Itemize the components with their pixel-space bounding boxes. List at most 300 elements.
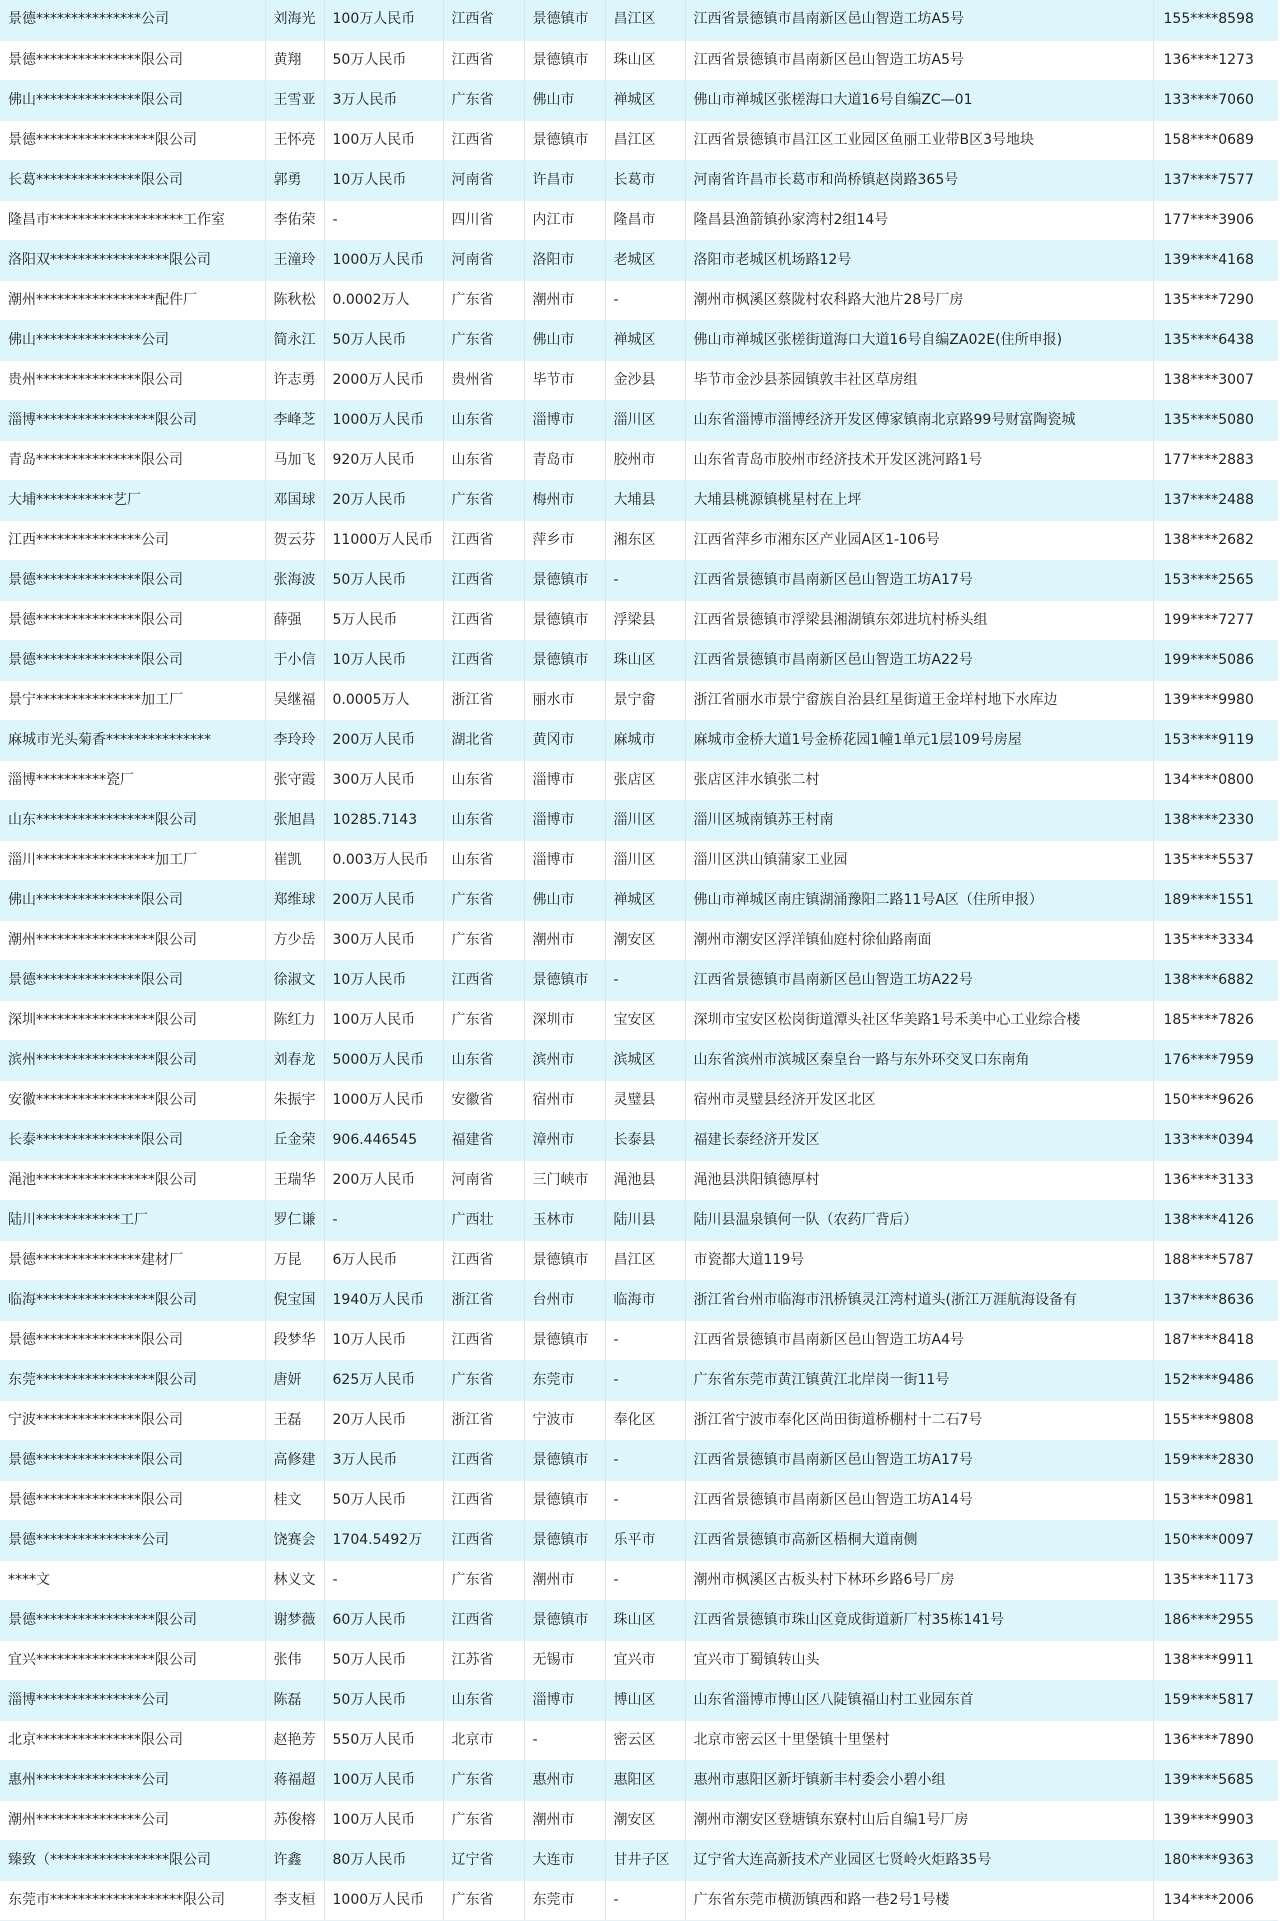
address-cell: 宿州市灵璧县经济开发区北区 (685, 1080, 1153, 1120)
table-row (0, 160, 1278, 200)
district-cell: 昌江区 (605, 0, 685, 40)
contact-person-cell: 许鑫 (265, 1840, 324, 1880)
company-name-cell: 长葛***************限公司 (0, 160, 265, 200)
registered-capital-cell: 50万人民币 (324, 1480, 443, 1520)
province-cell: 江西省 (443, 40, 524, 80)
address-cell: 江西省景德镇市昌南新区邑山智造工坊A14号 (685, 1480, 1153, 1520)
company-name-cell: 潮州***************公司 (0, 1800, 265, 1840)
address-cell: 麻城市金桥大道1号金桥花园1幢1单元1层109号房屋 (685, 720, 1153, 760)
province-cell: 广东省 (443, 1560, 524, 1600)
company-name-cell: 臻致（*****************限公司 (0, 1840, 265, 1880)
contact-person-cell: 苏俊榕 (265, 1800, 324, 1840)
city-cell: 青岛市 (524, 440, 605, 480)
registered-capital-cell: 10万人民币 (324, 1320, 443, 1360)
province-cell: 广东省 (443, 480, 524, 520)
table-row (0, 1640, 1278, 1680)
city-cell: 宁波市 (524, 1400, 605, 1440)
phone-cell: 137****8636 (1153, 1280, 1278, 1320)
company-name-cell: 佛山***************限公司 (0, 880, 265, 920)
company-name-cell: 景德***************限公司 (0, 640, 265, 680)
city-cell: 淄博市 (524, 1680, 605, 1720)
city-cell: 洛阳市 (524, 240, 605, 280)
city-cell: 东莞市 (524, 1880, 605, 1920)
registered-capital-cell: 1000万人民币 (324, 400, 443, 440)
company-name-cell: 景德*****************限公司 (0, 120, 265, 160)
company-name-cell: 滨州*****************限公司 (0, 1040, 265, 1080)
company-name-cell: 景德***************限公司 (0, 1480, 265, 1520)
province-cell: 福建省 (443, 1120, 524, 1160)
phone-cell: 138****3007 (1153, 360, 1278, 400)
registered-capital-cell: 0.0005万人 (324, 680, 443, 720)
district-cell: 淄川区 (605, 840, 685, 880)
district-cell: 浮梁县 (605, 600, 685, 640)
contact-person-cell: 张伟 (265, 1640, 324, 1680)
province-cell: 北京市 (443, 1720, 524, 1760)
city-cell: 景德镇市 (524, 960, 605, 1000)
province-cell: 四川省 (443, 200, 524, 240)
company-name-cell: 淄博***************公司 (0, 1680, 265, 1720)
table-row (0, 240, 1278, 280)
phone-cell: 177****2883 (1153, 440, 1278, 480)
city-cell: 许昌市 (524, 160, 605, 200)
address-cell: 毕节市金沙县茶园镇敦丰社区草房组 (685, 360, 1153, 400)
address-cell: 江西省景德镇市昌南新区邑山智造工坊A5号 (685, 0, 1153, 40)
phone-cell: 139****5685 (1153, 1760, 1278, 1800)
city-cell: 淄博市 (524, 800, 605, 840)
phone-cell: 138****4126 (1153, 1200, 1278, 1240)
address-cell: 河南省许昌市长葛市和尚桥镇赵岗路365号 (685, 160, 1153, 200)
province-cell: 河南省 (443, 1160, 524, 1200)
address-cell: 浙江省丽水市景宁畲族自治县红星街道王金垟村地下水库边 (685, 680, 1153, 720)
company-name-cell: 洛阳双*****************限公司 (0, 240, 265, 280)
contact-person-cell: 段梦华 (265, 1320, 324, 1360)
registered-capital-cell: 1940万人民币 (324, 1280, 443, 1320)
phone-cell: 135****5080 (1153, 400, 1278, 440)
registered-capital-cell: 1000万人民币 (324, 240, 443, 280)
phone-cell: 150****0097 (1153, 1520, 1278, 1560)
phone-cell: 134****2006 (1153, 1880, 1278, 1920)
contact-person-cell: 徐淑文 (265, 960, 324, 1000)
company-name-cell: 潮州*****************限公司 (0, 920, 265, 960)
company-name-cell: 景德***************公司 (0, 1520, 265, 1560)
contact-person-cell: 林义文 (265, 1560, 324, 1600)
company-name-cell: 长泰***************限公司 (0, 1120, 265, 1160)
city-cell: 漳州市 (524, 1120, 605, 1160)
phone-cell: 136****3133 (1153, 1160, 1278, 1200)
district-cell: 禅城区 (605, 80, 685, 120)
registered-capital-cell: 2000万人民币 (324, 360, 443, 400)
table-row (0, 40, 1278, 80)
address-cell: 辽宁省大连高新技术产业园区七贤岭火炬路35号 (685, 1840, 1153, 1880)
city-cell: 景德镇市 (524, 640, 605, 680)
registered-capital-cell: 3万人民币 (324, 80, 443, 120)
address-cell: 大埔县桃源镇桃星村在上坪 (685, 480, 1153, 520)
table-row (0, 120, 1278, 160)
province-cell: 广东省 (443, 320, 524, 360)
contact-person-cell: 王雪亚 (265, 80, 324, 120)
company-name-cell: 宁波***************限公司 (0, 1400, 265, 1440)
province-cell: 江西省 (443, 1320, 524, 1360)
district-cell: 宜兴市 (605, 1640, 685, 1680)
contact-person-cell: 马加飞 (265, 440, 324, 480)
district-cell: 甘井子区 (605, 1840, 685, 1880)
company-name-cell: 山东*****************限公司 (0, 800, 265, 840)
address-cell: 江西省景德镇市珠山区竟成街道新厂村35栋141号 (685, 1600, 1153, 1640)
district-cell: 湘东区 (605, 520, 685, 560)
registered-capital-cell: 1000万人民币 (324, 1880, 443, 1920)
phone-cell: 159****2830 (1153, 1440, 1278, 1480)
city-cell: 景德镇市 (524, 560, 605, 600)
table-row (0, 1000, 1278, 1040)
company-name-cell: 宜兴*****************限公司 (0, 1640, 265, 1680)
contact-person-cell: 万昆 (265, 1240, 324, 1280)
address-cell: 江西省景德镇市昌江区工业园区鱼丽工业带B区3号地块 (685, 120, 1153, 160)
company-name-cell: 景德***************限公司 (0, 1440, 265, 1480)
phone-cell: 138****6882 (1153, 960, 1278, 1000)
address-cell: 佛山市禅城区张槎街道海口大道16号自编ZA02E(住所申报) (685, 320, 1153, 360)
company-name-cell: 麻城市光头菊香*************** (0, 720, 265, 760)
registered-capital-cell: 10285.7143 (324, 800, 443, 840)
province-cell: 山东省 (443, 1040, 524, 1080)
district-cell: - (605, 1480, 685, 1520)
contact-person-cell: 张旭昌 (265, 800, 324, 840)
table-row (0, 520, 1278, 560)
phone-cell: 135****5537 (1153, 840, 1278, 880)
company-name-cell: 淄博**********瓷厂 (0, 760, 265, 800)
city-cell: 淄博市 (524, 840, 605, 880)
province-cell: 江西省 (443, 960, 524, 1000)
contact-person-cell: 简永江 (265, 320, 324, 360)
province-cell: 山东省 (443, 1680, 524, 1720)
phone-cell: 153****2565 (1153, 560, 1278, 600)
company-name-cell: 潮州*****************配件厂 (0, 280, 265, 320)
registered-capital-cell: 50万人民币 (324, 560, 443, 600)
district-cell: 珠山区 (605, 1600, 685, 1640)
contact-person-cell: 桂文 (265, 1480, 324, 1520)
phone-cell: 199****5086 (1153, 640, 1278, 680)
address-cell: 张店区沣水镇张二村 (685, 760, 1153, 800)
table-row (0, 1480, 1278, 1520)
contact-person-cell: 谢梦薇 (265, 1600, 324, 1640)
registered-capital-cell: 100万人民币 (324, 120, 443, 160)
registered-capital-cell: 100万人民币 (324, 1800, 443, 1840)
phone-cell: 134****0800 (1153, 760, 1278, 800)
contact-person-cell: 李峰芝 (265, 400, 324, 440)
city-cell: 丽水市 (524, 680, 605, 720)
district-cell: 胶州市 (605, 440, 685, 480)
district-cell: 张店区 (605, 760, 685, 800)
address-cell: 渑池县洪阳镇德厚村 (685, 1160, 1153, 1200)
registered-capital-cell: 3万人民币 (324, 1440, 443, 1480)
province-cell: 广东省 (443, 1880, 524, 1920)
table-row (0, 440, 1278, 480)
address-cell: 惠州市惠阳区新圩镇新丰村委会小碧小组 (685, 1760, 1153, 1800)
phone-cell: 138****2682 (1153, 520, 1278, 560)
phone-cell: 135****1173 (1153, 1560, 1278, 1600)
contact-person-cell: 陈红力 (265, 1000, 324, 1040)
city-cell: 东莞市 (524, 1360, 605, 1400)
phone-cell: 153****0981 (1153, 1480, 1278, 1520)
province-cell: 广东省 (443, 80, 524, 120)
company-name-cell: 淄博*****************限公司 (0, 400, 265, 440)
registered-capital-cell: - (324, 1560, 443, 1600)
contact-person-cell: 郑维球 (265, 880, 324, 920)
province-cell: 江西省 (443, 120, 524, 160)
district-cell: 禅城区 (605, 880, 685, 920)
district-cell: 密云区 (605, 1720, 685, 1760)
contact-person-cell: 方少岳 (265, 920, 324, 960)
province-cell: 贵州省 (443, 360, 524, 400)
address-cell: 佛山市禅城区南庄镇湖涌豫阳二路11号A区（住所申报） (685, 880, 1153, 920)
address-cell: 江西省景德镇市昌南新区邑山智造工坊A4号 (685, 1320, 1153, 1360)
province-cell: 江西省 (443, 0, 524, 40)
district-cell: 昌江区 (605, 120, 685, 160)
table-row (0, 1680, 1278, 1720)
table-row (0, 920, 1278, 960)
district-cell: 长泰县 (605, 1120, 685, 1160)
registered-capital-cell: 906.446545 (324, 1120, 443, 1160)
province-cell: 广东省 (443, 920, 524, 960)
address-cell: 江西省景德镇市浮梁县湘湖镇东郊进坑村桥头组 (685, 600, 1153, 640)
table-row (0, 1280, 1278, 1320)
city-cell: 内江市 (524, 200, 605, 240)
province-cell: 河南省 (443, 240, 524, 280)
phone-cell: 150****9626 (1153, 1080, 1278, 1120)
contact-person-cell: 贺云芬 (265, 520, 324, 560)
table-row (0, 880, 1278, 920)
contact-person-cell: 罗仁谦 (265, 1200, 324, 1240)
city-cell: 佛山市 (524, 80, 605, 120)
table-row (0, 600, 1278, 640)
registered-capital-cell: 50万人民币 (324, 320, 443, 360)
city-cell: 佛山市 (524, 880, 605, 920)
company-name-cell: 淄川*****************加工厂 (0, 840, 265, 880)
address-cell: 江西省景德镇市昌南新区邑山智造工坊A22号 (685, 640, 1153, 680)
city-cell: 景德镇市 (524, 600, 605, 640)
table-row (0, 80, 1278, 120)
address-cell: 福建长泰经济开发区 (685, 1120, 1153, 1160)
district-cell: 宝安区 (605, 1000, 685, 1040)
district-cell: - (605, 280, 685, 320)
city-cell: 宿州市 (524, 1080, 605, 1120)
address-cell: 江西省景德镇市昌南新区邑山智造工坊A17号 (685, 1440, 1153, 1480)
district-cell: 金沙县 (605, 360, 685, 400)
phone-cell: 136****1273 (1153, 40, 1278, 80)
province-cell: 江西省 (443, 560, 524, 600)
table-row (0, 200, 1278, 240)
table-row (0, 760, 1278, 800)
district-cell: 隆昌市 (605, 200, 685, 240)
address-cell: 山东省淄博市淄博经济开发区傅家镇南北京路99号财富陶瓷城 (685, 400, 1153, 440)
registered-capital-cell: 550万人民币 (324, 1720, 443, 1760)
province-cell: 广东省 (443, 1760, 524, 1800)
phone-cell: 138****2330 (1153, 800, 1278, 840)
city-cell: 滨州市 (524, 1040, 605, 1080)
table-row (0, 480, 1278, 520)
city-cell: 景德镇市 (524, 1520, 605, 1560)
contact-person-cell: 朱振宇 (265, 1080, 324, 1120)
city-cell: 毕节市 (524, 360, 605, 400)
province-cell: 江西省 (443, 1480, 524, 1520)
phone-cell: 152****9486 (1153, 1360, 1278, 1400)
city-cell: 淄博市 (524, 760, 605, 800)
phone-cell: 158****0689 (1153, 120, 1278, 160)
contact-person-cell: 张海波 (265, 560, 324, 600)
city-cell: 景德镇市 (524, 1440, 605, 1480)
province-cell: 山东省 (443, 400, 524, 440)
company-name-cell: 大埔***********艺厂 (0, 480, 265, 520)
registered-capital-cell: 10万人民币 (324, 640, 443, 680)
registered-capital-cell: 60万人民币 (324, 1600, 443, 1640)
city-cell: 玉林市 (524, 1200, 605, 1240)
company-name-cell: 青岛***************限公司 (0, 440, 265, 480)
registered-capital-cell: 300万人民币 (324, 760, 443, 800)
table-row (0, 280, 1278, 320)
address-cell: 洛阳市老城区机场路12号 (685, 240, 1153, 280)
registered-capital-cell: 5000万人民币 (324, 1040, 443, 1080)
registered-capital-cell: 50万人民币 (324, 40, 443, 80)
district-cell: 潮安区 (605, 920, 685, 960)
address-cell: 淄川区洪山镇蒲家工业园 (685, 840, 1153, 880)
city-cell: 景德镇市 (524, 1240, 605, 1280)
contact-person-cell: 李佑荣 (265, 200, 324, 240)
province-cell: 山东省 (443, 440, 524, 480)
phone-cell: 138****9911 (1153, 1640, 1278, 1680)
registered-capital-cell: 100万人民币 (324, 1000, 443, 1040)
company-name-cell: 惠州***************公司 (0, 1760, 265, 1800)
phone-cell: 155****9808 (1153, 1400, 1278, 1440)
registered-capital-cell: 200万人民币 (324, 720, 443, 760)
province-cell: 湖北省 (443, 720, 524, 760)
registered-capital-cell: 1000万人民币 (324, 1080, 443, 1120)
table-row (0, 840, 1278, 880)
contact-person-cell: 黄翔 (265, 40, 324, 80)
contact-person-cell: 陈秋松 (265, 280, 324, 320)
district-cell: 长葛市 (605, 160, 685, 200)
city-cell: 惠州市 (524, 1760, 605, 1800)
city-cell: 无锡市 (524, 1640, 605, 1680)
company-name-cell: 东莞市*******************限公司 (0, 1880, 265, 1920)
contact-person-cell: 倪宝国 (265, 1280, 324, 1320)
district-cell: - (605, 960, 685, 1000)
district-cell: - (605, 1440, 685, 1480)
company-name-cell: 隆昌市*******************工作室 (0, 200, 265, 240)
phone-cell: 135****3334 (1153, 920, 1278, 960)
province-cell: 浙江省 (443, 680, 524, 720)
registered-capital-cell: 5万人民币 (324, 600, 443, 640)
contact-person-cell: 高修建 (265, 1440, 324, 1480)
phone-cell: 199****7277 (1153, 600, 1278, 640)
address-cell: 浙江省台州市临海市汛桥镇灵江湾村道头(浙江万涯航海设备有 (685, 1280, 1153, 1320)
district-cell: 临海市 (605, 1280, 685, 1320)
address-cell: 北京市密云区十里堡镇十里堡村 (685, 1720, 1153, 1760)
company-name-cell: 陆川************工厂 (0, 1200, 265, 1240)
city-cell: 景德镇市 (524, 1600, 605, 1640)
phone-cell: 135****6438 (1153, 320, 1278, 360)
contact-person-cell: 刘海光 (265, 0, 324, 40)
province-cell: 江西省 (443, 1520, 524, 1560)
table-row (0, 560, 1278, 600)
province-cell: 广东省 (443, 280, 524, 320)
district-cell: 乐平市 (605, 1520, 685, 1560)
phone-cell: 133****0394 (1153, 1120, 1278, 1160)
district-cell: - (605, 1320, 685, 1360)
district-cell: 渑池县 (605, 1160, 685, 1200)
city-cell: 淄博市 (524, 400, 605, 440)
district-cell: 珠山区 (605, 40, 685, 80)
contact-person-cell: 李玲玲 (265, 720, 324, 760)
phone-cell: 180****9363 (1153, 1840, 1278, 1880)
phone-cell: 137****2488 (1153, 480, 1278, 520)
phone-cell: 139****4168 (1153, 240, 1278, 280)
province-cell: 山东省 (443, 760, 524, 800)
district-cell: - (605, 560, 685, 600)
table-row (0, 1120, 1278, 1160)
table-row (0, 1360, 1278, 1400)
district-cell: 淄川区 (605, 400, 685, 440)
phone-cell: 155****8598 (1153, 0, 1278, 40)
district-cell: 禅城区 (605, 320, 685, 360)
city-cell: 潮州市 (524, 1560, 605, 1600)
province-cell: 河南省 (443, 160, 524, 200)
city-cell: 台州市 (524, 1280, 605, 1320)
registered-capital-cell: 6万人民币 (324, 1240, 443, 1280)
company-name-cell: 景德***************限公司 (0, 1320, 265, 1360)
address-cell: 广东省东莞市黄江镇黄江北岸岗一街11号 (685, 1360, 1153, 1400)
phone-cell: 176****7959 (1153, 1040, 1278, 1080)
table-row (0, 1080, 1278, 1120)
address-cell: 深圳市宝安区松岗街道潭头社区华美路1号禾美中心工业综合楼 (685, 1000, 1153, 1040)
company-name-cell: 佛山***************公司 (0, 320, 265, 360)
contact-person-cell: 于小信 (265, 640, 324, 680)
registered-capital-cell: 100万人民币 (324, 1760, 443, 1800)
district-cell: 淄川区 (605, 800, 685, 840)
phone-cell: 159****5817 (1153, 1680, 1278, 1720)
address-cell: 潮州市枫溪区蔡陇村农科路大池片28号厂房 (685, 280, 1153, 320)
table-row (0, 1440, 1278, 1480)
table-row (0, 1560, 1278, 1600)
registered-capital-cell: 920万人民币 (324, 440, 443, 480)
phone-cell: 139****9903 (1153, 1800, 1278, 1840)
contact-person-cell: 王怀亮 (265, 120, 324, 160)
district-cell: 滨城区 (605, 1040, 685, 1080)
phone-cell: 177****3906 (1153, 200, 1278, 240)
address-cell: 潮州市枫溪区古板头村下林环乡路6号厂房 (685, 1560, 1153, 1600)
city-cell: 黄冈市 (524, 720, 605, 760)
company-name-cell: 景德***************限公司 (0, 560, 265, 600)
contact-person-cell: 王潼玲 (265, 240, 324, 280)
company-name-cell: 景德***************限公司 (0, 600, 265, 640)
address-cell: 江西省景德镇市昌南新区邑山智造工坊A17号 (685, 560, 1153, 600)
registered-capital-cell: 0.003万人民币 (324, 840, 443, 880)
city-cell: 深圳市 (524, 1000, 605, 1040)
city-cell: 潮州市 (524, 920, 605, 960)
registered-capital-cell: 200万人民币 (324, 1160, 443, 1200)
company-name-cell: 深圳*****************限公司 (0, 1000, 265, 1040)
district-cell: 惠阳区 (605, 1760, 685, 1800)
registered-capital-cell: 20万人民币 (324, 480, 443, 520)
table-row (0, 1240, 1278, 1280)
district-cell: 昌江区 (605, 1240, 685, 1280)
phone-cell: 139****9980 (1153, 680, 1278, 720)
company-name-cell: 景宁***************加工厂 (0, 680, 265, 720)
phone-cell: 137****7577 (1153, 160, 1278, 200)
address-cell: 市瓷都大道119号 (685, 1240, 1153, 1280)
contact-person-cell: 郭勇 (265, 160, 324, 200)
address-cell: 江西省景德镇市昌南新区邑山智造工坊A5号 (685, 40, 1153, 80)
contact-person-cell: 丘金荣 (265, 1120, 324, 1160)
registered-capital-cell: 1704.5492万 (324, 1520, 443, 1560)
